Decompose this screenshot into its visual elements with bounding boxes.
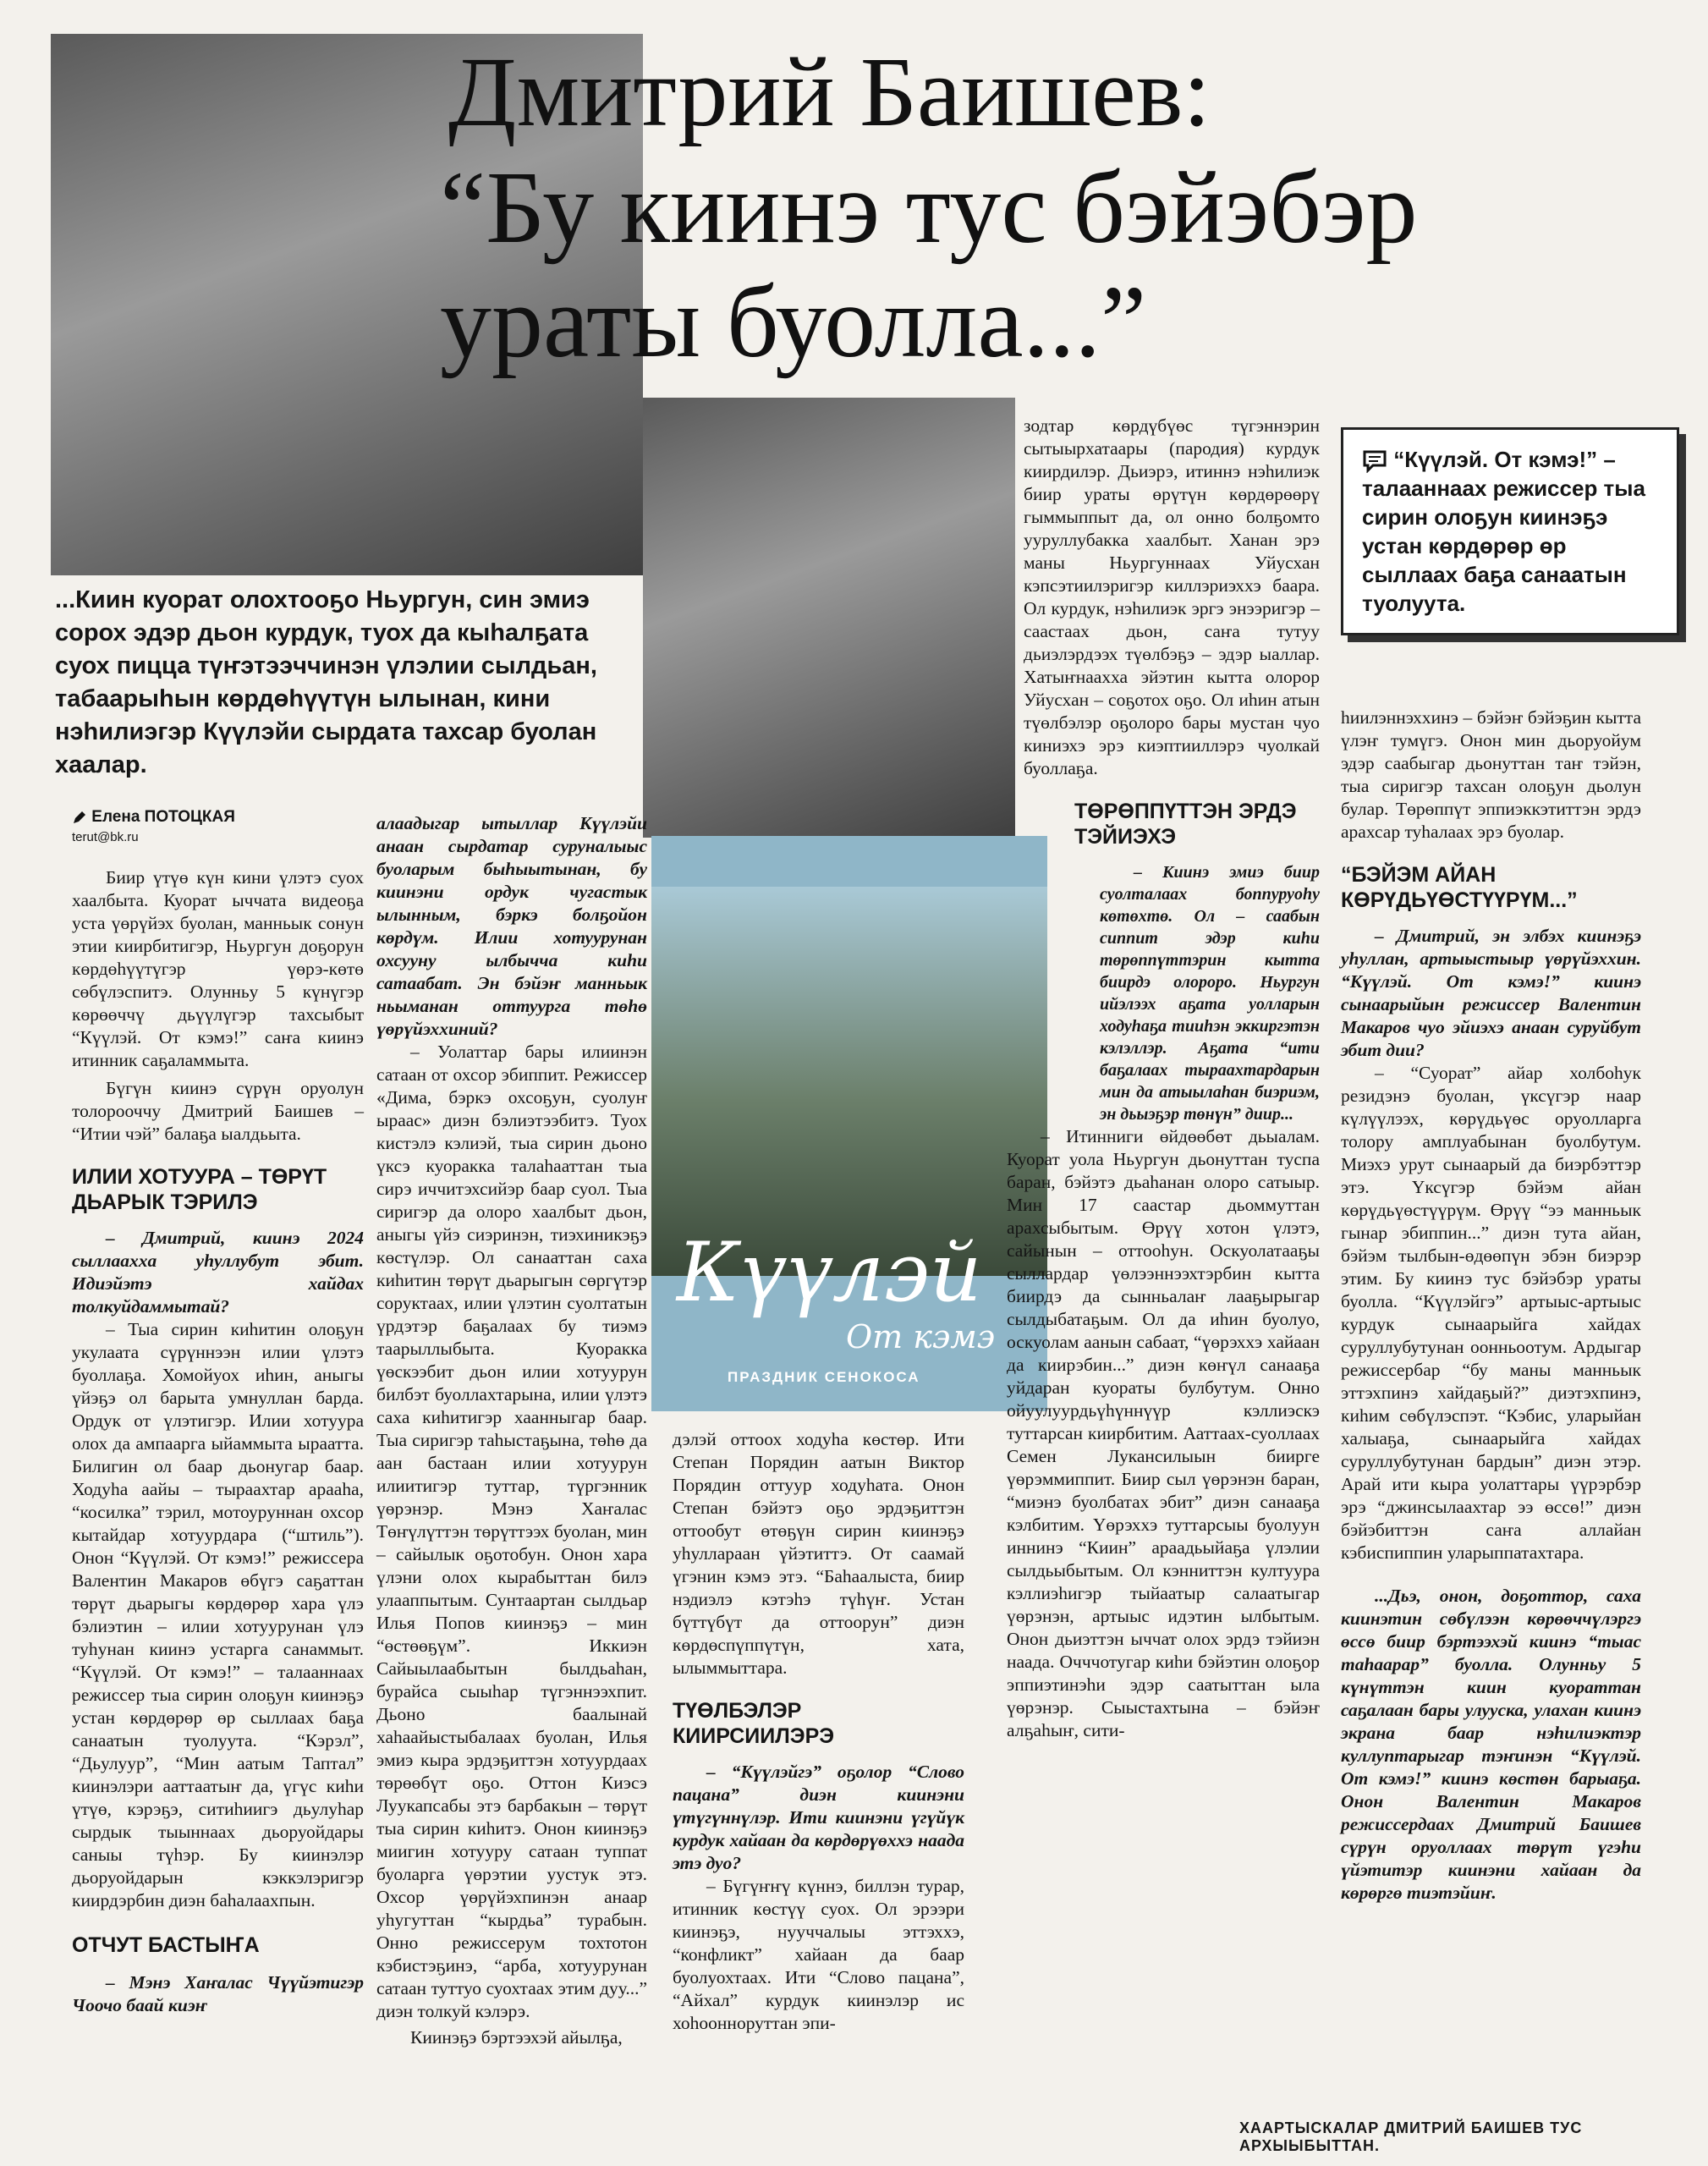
- question: – Дмитрий, эн элбэх киинэҕэ уһуллан, артыыстыыр үөрүйэххин. “Күүлэй. От кэмэ!” киинэ сынаарыйын режиссер Валентин Макаров чуо эйиэхэ анаан суруйбут эбит дии?: [1341, 926, 1641, 1060]
- paragraph: – Итинниги өйдөөбөт дьыалам. Куорат уола Ньургун дьонуттан туспа баран, бэйэтэ дьаһанан олоро сатыыр. Мин 17 саастар дьоммуттан арахсыбытым. Өрүү хотон үлэтэ, сайынын – оттооһун. Оскуолатааҕы сыллардар үөлээннээхтэрбин кытта биирдэ да сынньалаҥ лааҕырыгар сылдыбатаҕым. Ол да иһин буолуо, оскуолам аанын сабаат, “үөрэххэ хайаан да киирэбин...” диэн көҥүл санааҕа уйдаран куораты булбутум. Онно ойуулуурдьүһүннүүр кэллиэскэ туттарсан киирбитим. Ааттаах-суоллаах Семен Лукансилыын биирге үөрэммиппит. Биир сыл үөрэнэн баран, “миэнэ буолбатах эбит” диэн санааҕа кэлбитим. Үөрэххэ туттарсыы буолуун иннинэ “Киин” араадьыйаҕа үлэлии сылдьыбытым. Ол кэнниттэн култуура кэллиэһигэр тыйаатыр салаатыгар үөрэнэн, артыыс идэтин ылбытым. Онон дьиэттэн ыччат олох эрдэ тэйиэн наада. Очччотугар киһи бэйэтин олоҕор эппиэтинэһи эдэр саатыттан ыла үөрэнэр. Сыыстахтына – бэйэҥ алҕаһыҥ, сити-: [1007, 1126, 1320, 1740]
- pull-quote-box: [1341, 427, 1679, 635]
- column-3: [673, 1428, 964, 2035]
- column-1: [72, 808, 364, 2017]
- comment-icon: [1362, 449, 1387, 473]
- closing-paragraph: ...Дьэ, онон, доҕоттор, саха киинэтин сөбүлээн көрөөччүлэргэ өссө биир бэртээхэй киинэ “тыас таһаарар” буолла. Олунньу 5 күнүттэн киин куораттан саҕалаан бары улууска, улахан киинэ экранa баар нэһилиэктэр куллуптарыгар тэҥинэн “Күүлэй. От кэмэ!” киинэ көстөн барыаҕа. Онон Валентин Макаров режиссердаах Дмитрий Баишев сүрүн оруоллаах төрүт үгэһи үйэтитэр киинэни хайаан да көрөргө тиэтэйиҥ.: [1341, 1586, 1641, 1903]
- question: – Мэнэ Хаҥалас Чүүйэтигэр Чоочо баай киэҥ: [72, 1972, 364, 2015]
- paragraph: зодтар көрдүбүөс түгэннэрин сытыырхатаары (пародия) курдук киирдилэр. Дьиэрэ, итиннэ нэһилиэк биир ураты өрүтүн көрдөрөөрү гыммыппыт да, ол онно болҕомто ууруллубакка хаалбыт. Ханан эрэ маны Ньургуннаах Уйусхан кэпсэтиилэригэр киллэриэххэ баара. Ол курдук, нэһилиэк эргэ энээригэр – саастаах дьон, саҥа тутуу дьиэлэрдээх түөлбэҕэ – эдэр ыаллар. Хатыҥнаахха эйэтин кытта олорор Уйусхан – соҕотох оҕо. Ол иһин атын түөлбэлэр оҕолоро бары мустан чуо киниэхэ эрэ киэптииллэрэ чуолкай буоллаҕа.: [1024, 415, 1320, 778]
- subheading: ТӨРӨППҮТТЭН ЭРДЭ ТЭЙИЭХЭ: [1074, 800, 1297, 849]
- question: – Дмитрий, киинэ 2024 сыллааххa уһуллубут эбит. Идиэйэтэ хайдах толкуйдаммытай?: [72, 1228, 364, 1317]
- poster-tagline: ПРАЗДНИК СЕНОКОСА: [728, 1369, 920, 1385]
- paragraph: һиилэннэххинэ – бэйэҥ бэйэҕин кытта үлэҥ тумүгэ. Онон мин дьоруойум эдэр саабыгар дьонуттан таҥ тэйэн, тыа сиригэр тахсан олоҕун дьолун булар. Төрөппүт эппиэккэтиттэн эрдэ арахсар туһалаах эрэ буолар.: [1341, 707, 1641, 842]
- poster-title: Күүлэй: [677, 1225, 982, 1320]
- pull-quote-text: “Күүлэй. От кэмэ!” – талааннаах режиссер тыа сирин олоҕун киинэҕэ устан көрдөрөр өр сыллаах баҕа санаатын туолуута.: [1362, 447, 1645, 616]
- field-photo: [643, 398, 1015, 838]
- column-2: [376, 812, 647, 2049]
- paragraph: – Тыа сирин киһитин олоҕун укулаата сүрүннээн илии үлэтэ буоллаҕа. Хомойуох иһин, аныгы үйэҕэ ол барыта умнуллан барда. Ордук от үлэтигэр. Илии хотуура олох да ампаарга ыйаммыта ыраатта. Билигин ол баар дьонугар баар. Ходуһа аайы – тыраахтар арааһа, “косилка” тэрил, мотоуруннан охсор кытайдар хотуурдара (“штиль”). Онон “Күүлэй. От кэмэ!” режиссера Валентин Макаров өбүгэ саҕаттан төрүт дьарыгы көрдөрөр хара үлэ бэлиэтин – илии хотуурунан үлэ туһунан киинэ устарга санаммыт. “Күүлэй. От кэмэ!” – талааннаах режиссер тыа сирин олоҕун киинэҕэ устан көрдөрөр өр сыллаах баҕа санаатын туолуута. “Кэрэл”, “Дьулуур”, “Мин аатым Таптал” киинэлэри ааттаатыҥ да, үгүс киһи үтүө, кэрэҕэ, ситиһиигэ дьулуһар сырдык тыыннаах дьоруойдары саныы түһэр. Бу киинэлэр дьоруойдарын кэккэлэригэр киирдэрбин диэн баһалаахпын.: [72, 1319, 364, 1910]
- subheading: ОТЧУТ БАСТЫҤА: [72, 1933, 260, 1957]
- question: алаадыгар ытыллар Күүлэйи анаан сырдатар сурунaлыыс буоларым быһыытынан, бу киинэни ордук чугастык ылынным, бэркэ болҕойон көрдүм. Илии хотуурунан охсууну ылбычча киһи сатаабат. Эн бэйэҥ манньык ньыманан оттуурга төһө үөрүйэххиний?: [376, 813, 647, 1039]
- author-email: terut@bk.ru: [72, 830, 139, 844]
- subheading: ИЛИИ ХОТУУРА – ТӨРҮТ ДЬАРЫК ТЭРИЛЭ: [72, 1165, 327, 1214]
- author-line: [72, 808, 364, 827]
- paragraph: Биир үтүө күн кини үлэтэ суох хаалбыта. Куорат ыччата видеоҕа уста үөрүйэх буолан, манньык сонун этии киирбитигэр, Ньургун доҕорун көрдөһүүтүгэр үөрэ-көтө сөбүлэспитэ. Олунньу 5 күнүгэр көрөөччү дьүүлүгэр тахсыбыт “Күүлэй. От кэмэ!” саҥа киинэ итинник саҕаламмыта.: [72, 867, 364, 1070]
- paragraph: – Уолаттар бары илиинэн сатаан от охсор эбиппит. Режиссер «Дима, бэркэ охсоҕун, суолуҥ ыраас» диэн бэлиэтээбитэ. Туох кистэлэ кэлиэй, тыа сирин дьоно үксэ куоракка талаһааттан тыа сирэ иччитэхсийэр баар суол. Тыа сиригэр да олоро хаалбыт дьон, аныгы үйэ сиэринэн, тиэхиникэҕэ көстүлэр. Ол санааттан саха киһитин төрүт дьарыгын сөргүтэр соруктаах, илии үлэтин суолтатын үрдэтэр баҕалаах бу тиэмэ таарыллыбыта. Куоракка үөскээбит дьон илии хотуурун билбэт буоллахтарына, илии үлэтэ саха киһитигэр хаанныгар баар. Тыа сиригэр таһыстаҕына, төһө да аан бастаан илии хотуурун илиитигэр туттар, түргэнник үөрэнэр. Мэнэ Хаҥалас Төҥүлүттэн төрүттээх буолан, мин – сайылык оҕотобун. Онон хара үлэни олох кырабыттан билэ улааппытым. Сунтаартан сылдьар Илья Попов киинэҕэ – мин “өстөөҕүм”. Иккиэн Сайыылаабытын былдьаһан, бурайса сыыһар түгэннээхпит. Дьоно баалынай хаһаайыстыбалаах буолан, Илья эмиэ кыра эрдэҕиттэн хотуурдаах төрөөбүт оҕо. Оттон Киэсэ Луукапсабы этэ барбакын – төрүт тыа сирин киһитэ. Онон киинэҕэ миигин хотууру сатаан туппат буоларга үөрэтии уустук этэ. Охсор үөрүйэхпинэн анаар уһугуттан “кырдьа” турабын. Онно режиссерум тохтотон кэбистэҕинэ, “арба, хотуурунан сатаан туттуо суохтаах этим дуу...” диэн толкуй кэлэрэ.: [376, 1042, 647, 2021]
- pen-icon: [72, 810, 87, 825]
- headline-line-2: “Бу киинэ тус бэйэбэр: [440, 151, 1418, 265]
- column-4: [1007, 415, 1320, 1742]
- paragraph: Киинэҕэ бэртээхэй айылҕа,: [410, 2027, 623, 2048]
- paragraph: – “Суорат” айар холбоһук резидэнэ буолан, үксүгэр наар күлүүлээх, көрүдьүөс оруолларга толору амплуабынан буолбутум. Миэхэ урут сынаарый да биэрбэттэр этэ. Үксүгэр бэйэм айан көрүдьүөстүүрүм. Өрүү “ээ манньык гынар эбиппин...” диэн тута айан, бэйэм тылбын-өдөөпүн эбэн биэрэр этим. Бу киинэ тус бэйэбэр ураты буолла. “Күүлэйгэ” артыыс-артыыс курдук сынаарыйга хайдах суруллубутунан оонньоотум. Ардыгар режиссербар “бу маны манньык эттэхпинэ хайдаҕый?” диэтэхпинэ, киһим сөбүлэспэт. “Кэбис, уларыйан халыаҕа, сынаарыйга хайдах суруллубутунан бардын” диэн этэр. Арай ити кыра уолаттары үүрэрбэр эрэ “джинсылаахтар ээ өссө!” диэн бэйэбиттэн саҥа аллайан кэбиспиппин уларыппатахтара.: [1341, 1063, 1641, 1563]
- headline-line-1: Дмитрий Баишев:: [448, 36, 1211, 147]
- paragraph: дэлэй оттоох ходуһа көстөр. Ити Степан Порядин аатын Виктор Порядин оттуур ходуһата. Онон Степан бэйэтэ оҕо эрдэҕиттэн оттообут өтөҕүн сирин киинэҕэ уһуллараан үйэтиттэ. От саамай үгэнин кэмэ этэ. “Баһаалыста, биир нэдиэлэ кэтэһэ түһүҥ. Устан бүттүбүт да оттоорун” диэн көрдөспүппүтүн, хата, ылыммыттара.: [673, 1429, 964, 1678]
- poster-subtitle: От кэмэ: [846, 1318, 996, 1355]
- question: – Киинэ эмиэ биир суолталаах боппуруоһу көтөхтө. Ол – саабын сиппит эдэр киһи төрөппүттэрин кытта биирдэ олороро. Ньургун ийэлээх аҕата уолларын ходуһаҕа тииһэн эккиргэтэн кэлэллэр. Аҕата “ити баҕалаах тыраахтардарын мин да атыылаһан биэриэм, эн дьыэҕэр төнүн” диир...: [1100, 863, 1320, 1124]
- column-5: [1341, 706, 1641, 1905]
- author-name: Елена ПОТОЦКАЯ: [91, 808, 235, 826]
- movie-poster: [651, 836, 1047, 1411]
- paragraph: – Бүгүҥҥү күннэ, биллэн турар, итинник көстүү суох. Ол эрээри киинэҕэ, нууччалыы эттэххэ, “конфликт” хайаан да баар буолуохтаах. Ити “Слово пацана”, “Айхал” курдук киинэлэр ис хоһоонноруттан эпи-: [673, 1876, 964, 2033]
- subheading: ТҮӨЛБЭЛЭР КИИРСИИЛЭРЭ: [673, 1699, 835, 1748]
- question: – “Күүлэйгэ” оҕолор “Слово пацана” диэн киинэни үтүгүннүлэр. Ити киинэни үгүйүк курдук хайаан да көрдөрүөххэ наада этэ дуо?: [673, 1762, 964, 1873]
- poster-crowd: [651, 887, 1047, 1276]
- subheading: “БЭЙЭМ АЙАН КӨРҮДЬҮӨСТҮҮРҮМ...”: [1341, 863, 1578, 912]
- headline-line-3: ураты буолла...”: [440, 265, 1147, 379]
- lede: ...Киин куорат олохтооҕо Ньургун, син эмиэ сорох эдэр дьон курдук, туох да кыһалҕата суох пицца түҥэтээччинэн үлэлии сылдьан, табаарыһын көрдөһүүтүн ылынан, кини нэһилиэгэр Күүлэйи сырдата тахсар буолан хаалар.: [55, 586, 597, 778]
- paragraph: Бүгүн киинэ сүрүн оруолун толорооччу Дмитрий Баишев – “Итии чэй” балаҕа ыалдьыта.: [72, 1078, 364, 1144]
- photo-credit: ХААРТЫСКАЛАР ДМИТРИЙ БАИШЕВ ТУС АРХЫЫБЫТТАН.: [1239, 2119, 1583, 2154]
